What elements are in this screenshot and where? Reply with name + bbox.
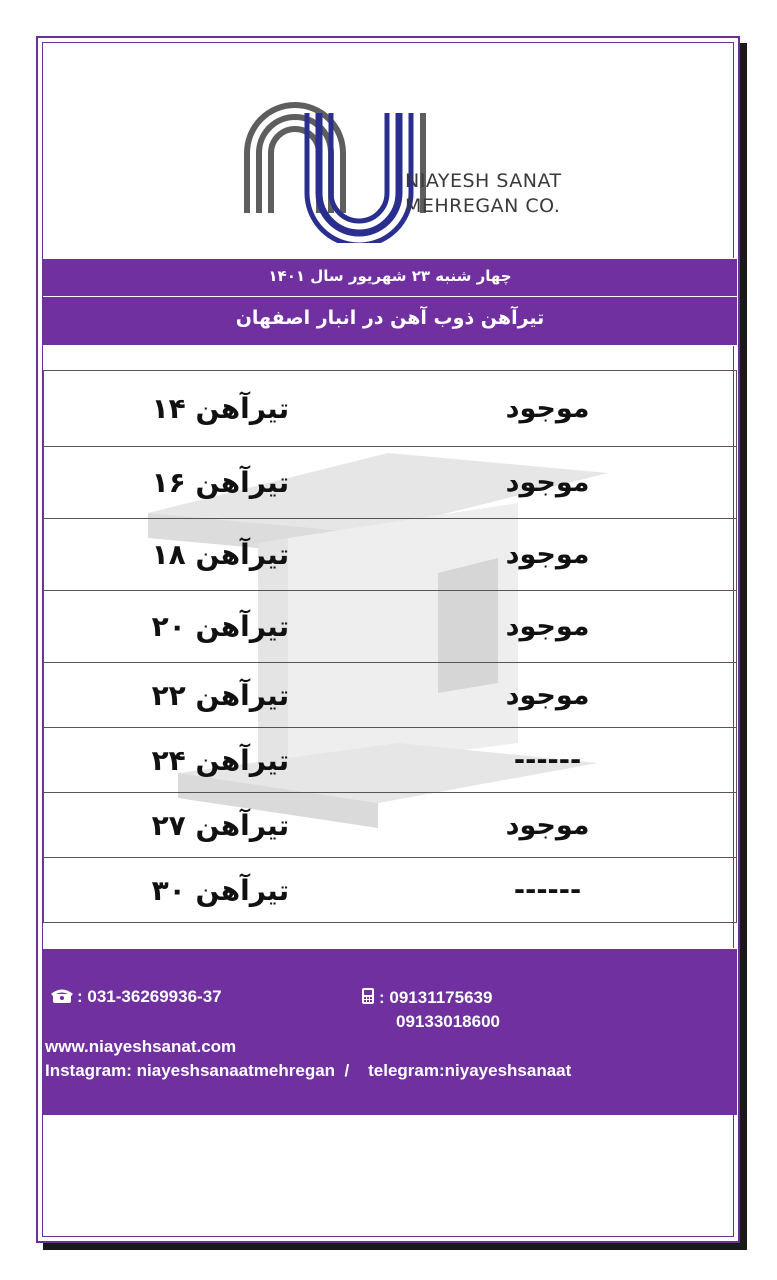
price-sheet (36, 36, 740, 1243)
product-name-cell: تیرآهن ۲۴ (44, 728, 390, 793)
header-band (43, 258, 737, 346)
mobile-number-1[interactable]: : 09131175639 (379, 988, 493, 1007)
table-row (44, 793, 737, 858)
company-logo (239, 83, 569, 243)
availability-cell: ------ (389, 858, 736, 923)
availability-cell: موجود (389, 371, 736, 447)
availability-cell: موجود (389, 519, 736, 591)
mobile-phone-icon (361, 987, 375, 1005)
price-table (43, 370, 737, 923)
product-name-cell: تیرآهن ۱۸ (44, 519, 390, 591)
report-date: چهار شنبه ۲۳ شهریور سال ۱۴۰۱ (268, 267, 512, 285)
inner-border (42, 42, 734, 1237)
header-divider (43, 296, 737, 297)
table-row (44, 447, 737, 519)
mobile-contact (361, 987, 492, 1008)
website-link[interactable]: www.niayeshsanat.com (45, 1037, 237, 1056)
availability-cell: ------ (389, 728, 736, 793)
availability-cell: موجود (389, 447, 736, 519)
company-name-line2: MEHREGAN CO. (405, 195, 561, 217)
product-name-cell: تیرآهن ۲۷ (44, 793, 390, 858)
availability-cell: موجود (389, 793, 736, 858)
mobile-number-2[interactable]: 09133018600 (396, 1012, 501, 1031)
phone-icon (51, 988, 73, 1004)
product-name-cell: تیرآهن ۱۴ (44, 371, 390, 447)
company-name (405, 169, 562, 219)
table-row (44, 519, 737, 591)
availability-cell: موجود (389, 591, 736, 663)
table-row (44, 591, 737, 663)
product-name-cell: تیرآهن ۲۲ (44, 663, 390, 728)
table-row (44, 663, 737, 728)
page-title: تیرآهن ذوب آهن در انبار اصفهان (235, 307, 545, 329)
social-links[interactable]: Instagram: niayeshsanaatmehregan / telegram:niyayeshsanaat (45, 1061, 572, 1080)
product-name-cell: تیرآهن ۱۶ (44, 447, 390, 519)
product-name-cell: تیرآهن ۲۰ (44, 591, 390, 663)
availability-cell: موجود (389, 663, 736, 728)
company-name-line1: NIAYESH SANAT (405, 170, 562, 192)
table-row (44, 728, 737, 793)
table-row (44, 858, 737, 923)
product-name-cell: تیرآهن ۳۰ (44, 858, 390, 923)
contact-footer (43, 948, 737, 1115)
landline-number[interactable]: : 031-36269936-37 (77, 987, 222, 1006)
table-row (44, 371, 737, 447)
landline-contact (51, 987, 222, 1007)
